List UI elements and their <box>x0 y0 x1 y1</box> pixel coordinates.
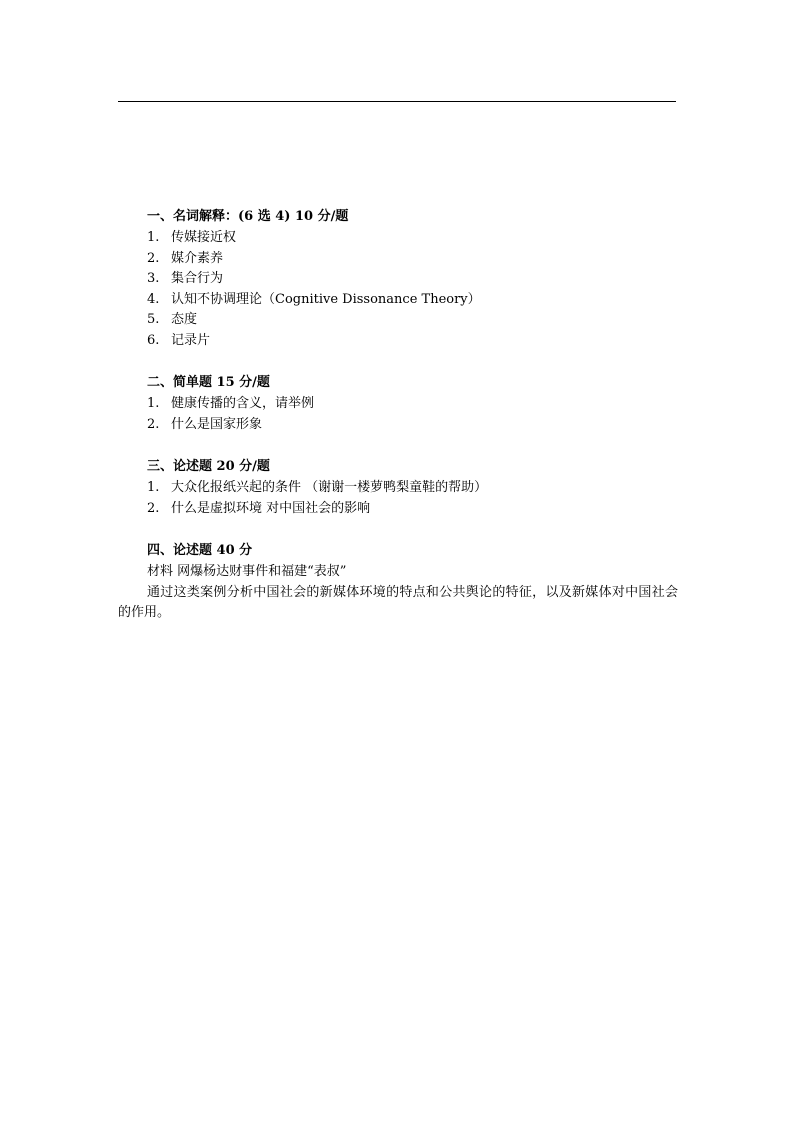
material-line: 材料 网爆杨达财事件和福建“表叔” <box>147 564 347 579</box>
section-case-essay <box>118 540 678 624</box>
question-paragraph: 通过这类案例分析中国社会的新媒体环境的特点和公共舆论的特征，以及新媒体对中国社会的作用。 <box>118 584 678 620</box>
list-item: 1. 健康传播的含义，请举例 <box>147 396 315 411</box>
section-essay <box>118 456 678 519</box>
section-title: 三、论述题 20 分/题 <box>147 459 270 474</box>
list-item: 2. 媒介素养 <box>147 250 224 266</box>
section-title: 四、论述题 40 分 <box>147 543 253 558</box>
section-title: 二、简单题 15 分/题 <box>147 375 270 390</box>
list-item: 2. 什么是国家形象 <box>147 416 263 432</box>
list-item: 5. 态度 <box>147 312 198 327</box>
list-item: 4. 认知不协调理论（Cognitive Dissonance Theory） <box>147 291 481 307</box>
list-item: 3. 集合行为 <box>147 271 224 286</box>
section-term-explanation <box>118 206 678 351</box>
list-item: 1. 大众化报纸兴起的条件 （谢谢一楼萝鸭梨童鞋的帮助） <box>147 480 488 495</box>
section-title: 一、名词解释：(6 选 4) 10 分/题 <box>147 209 349 224</box>
list-item: 6. 记录片 <box>147 332 211 348</box>
exam-content <box>118 206 678 645</box>
header-rule <box>118 101 676 102</box>
list-item: 1. 传媒接近权 <box>147 230 237 245</box>
list-item: 2. 什么是虚拟环境 对中国社会的影响 <box>147 500 371 516</box>
section-short-answer <box>118 372 678 435</box>
